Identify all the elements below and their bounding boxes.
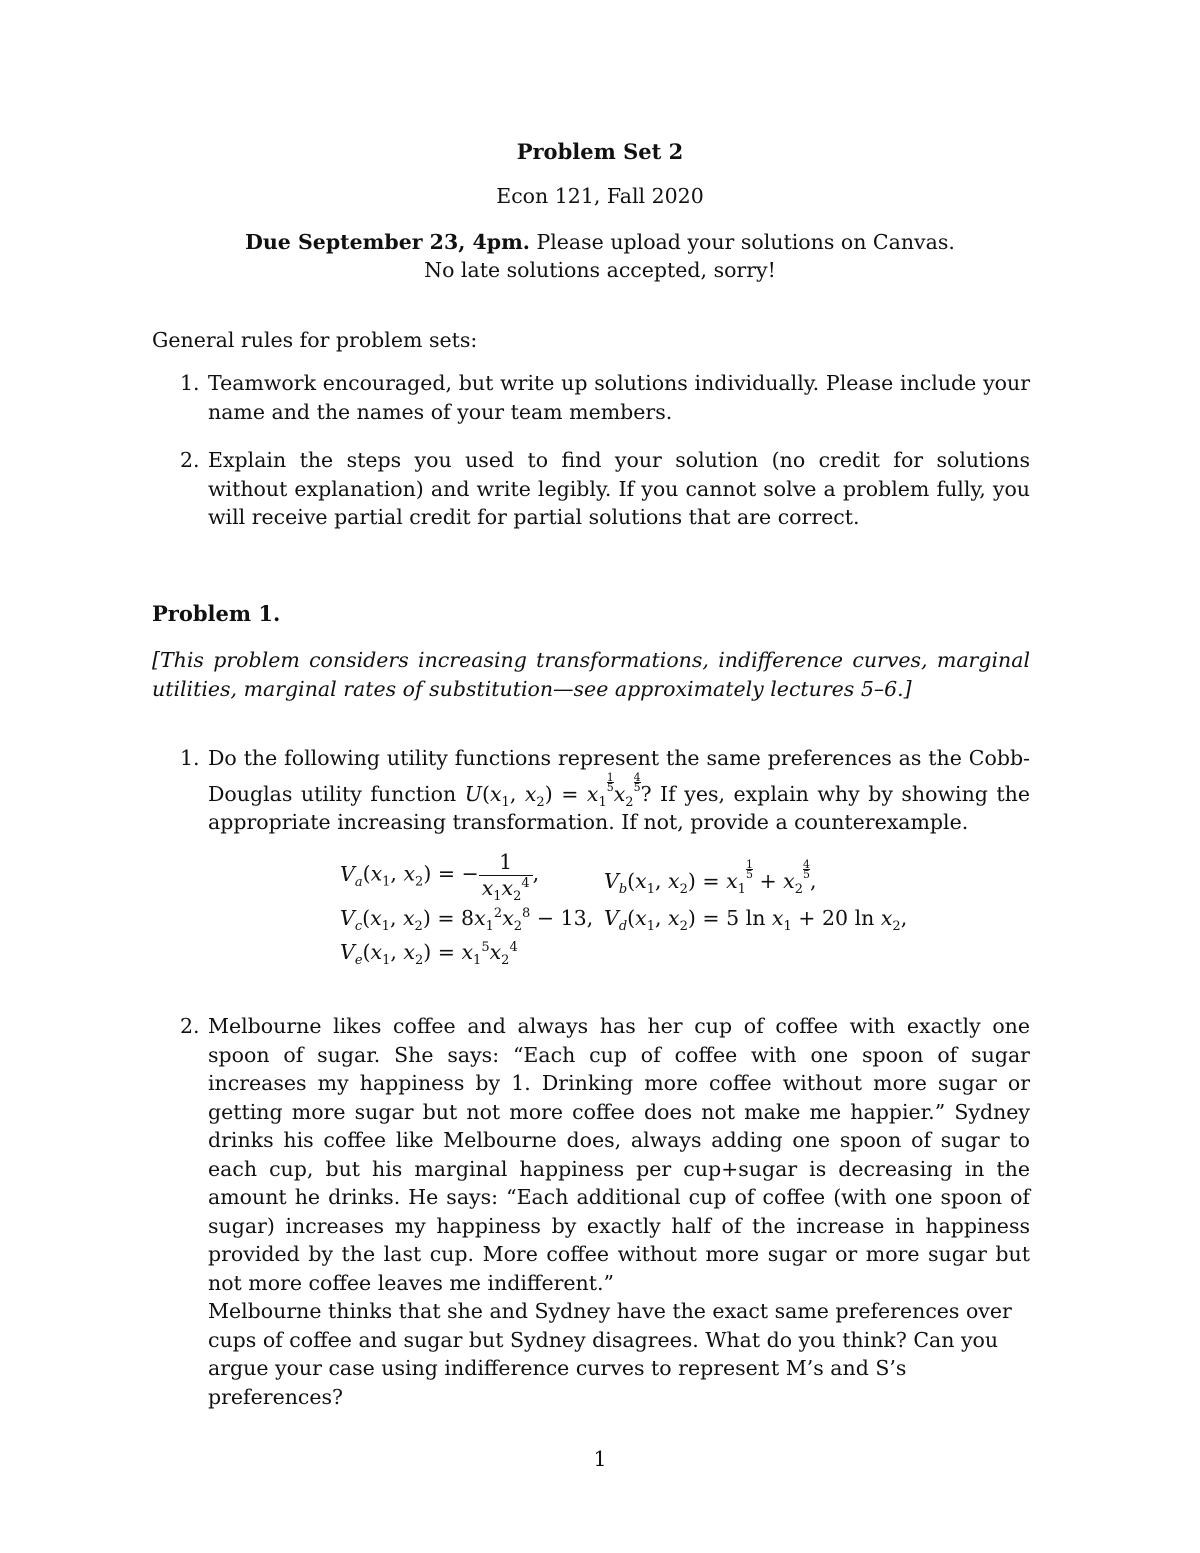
question-2 [152, 1012, 1030, 1411]
question-text-part-b: ? If yes, explain why by showing the appropriate increasing transformation. If not, provide a counterexample. [208, 781, 1030, 834]
course-name: Econ 121, Fall 2020 [496, 184, 704, 208]
cobb-douglas-formula: U [464, 781, 482, 806]
equation-vd: $V_d(x_1$, $x_2) = 5$ $\ln x_1 + 20$ $\ln x_2$, [604, 906, 908, 935]
page-number: 1 [593, 1447, 607, 1471]
rule-text: Teamwork encouraged, but write up solutions individually. Please include your name and the names of your team members. [208, 371, 1030, 424]
question-1 [152, 744, 1030, 837]
equation-row [340, 904, 960, 938]
question-text-part-a: Do the following utility functions represent the same preferences as the Cobb-Douglas utility function [208, 746, 1030, 806]
page-title: Problem Set 2 [516, 139, 684, 164]
question-text: Do the following utility functions represent the same preferences as the Cobb-Douglas utility function $U(x_1$, $x_2) = x_1$ $\frac{1}{5}$ $x_2$ $\frac{4}{5}$ ? If yes, explain why by showing the appropriate increasing transformation. If not, provide a counterexample. [208, 746, 1030, 834]
equation-row [340, 938, 960, 972]
question-text: Melbourne likes coffee and always has her cup of coffee with exactly one spoon of sugar. She says: “Each cup of coffee with one spoon of sugar increases my happiness by 1. Drinking more coffee without more sugar or getting more sugar but not more coffee does not make me happier.” Sydney drinks his coffee like Melbourne does, always adding one spoon of sugar to each cup, but his marginal happiness per cup+sugar is decreasing in the amount he drinks. He says: “Each additional cup of coffee (with one spoon of sugar) increases my happiness by exactly half of the increase in happiness provided by the last cup. More coffee without more sugar or more sugar but not more coffee leaves me indifferent.” [208, 1014, 1030, 1295]
upload-instruction: Please upload your solutions on Canvas. [536, 230, 955, 254]
question-number: 1. [180, 746, 200, 770]
problem-description: [This problem considers increasing transformations, indifference curves, marginal utilities, marginal rates of substitution—see approximately lectures 5–6.] [152, 648, 1030, 701]
problem-heading: Problem 1. [152, 601, 281, 626]
equation-ve: $V_e(x_1$, $x_2) = x_1^5x_2^4$ [340, 940, 518, 969]
due-line [0, 228, 1200, 257]
rule-item [152, 446, 1030, 532]
utility-functions [340, 852, 960, 972]
question-text-continued: Melbourne thinks that she and Sydney have the exact same preferences over cups of coffee and sugar but Sydney disagrees. What do you think? Can you argue your case using indifference curves to represent M’s and S’s preferences? [208, 1299, 1012, 1409]
rule-number: 2. [180, 448, 200, 472]
equation-vc: $V_c(x_1$, $x_2) = 8x_1^2x_2^8 - 13$, [340, 906, 594, 935]
rules-intro: General rules for problem sets: [152, 328, 478, 352]
equation-va: $V_a(x_1$, $x_2$) = − $\frac{1}{x_1x_2^4}$ , [340, 850, 540, 904]
equation-vb: $V_b(x_1$, $x_2) = x_1$ $\frac{1}{5}$ + $x_2$ $\frac{4}{5}$ , [604, 858, 817, 898]
rule-item [152, 369, 1030, 426]
rule-text: Explain the steps you used to find your solution (no credit for solutions without explanation) and write legibly. If you cannot solve a problem fully, you will receive partial credit for partial solutions that are correct. [208, 448, 1030, 529]
question-number: 2. [180, 1014, 200, 1038]
equation-row [340, 852, 960, 904]
due-date: Due September 23, 4pm. [245, 230, 530, 254]
rule-number: 1. [180, 371, 200, 395]
late-policy: No late solutions accepted, sorry! [424, 258, 776, 282]
